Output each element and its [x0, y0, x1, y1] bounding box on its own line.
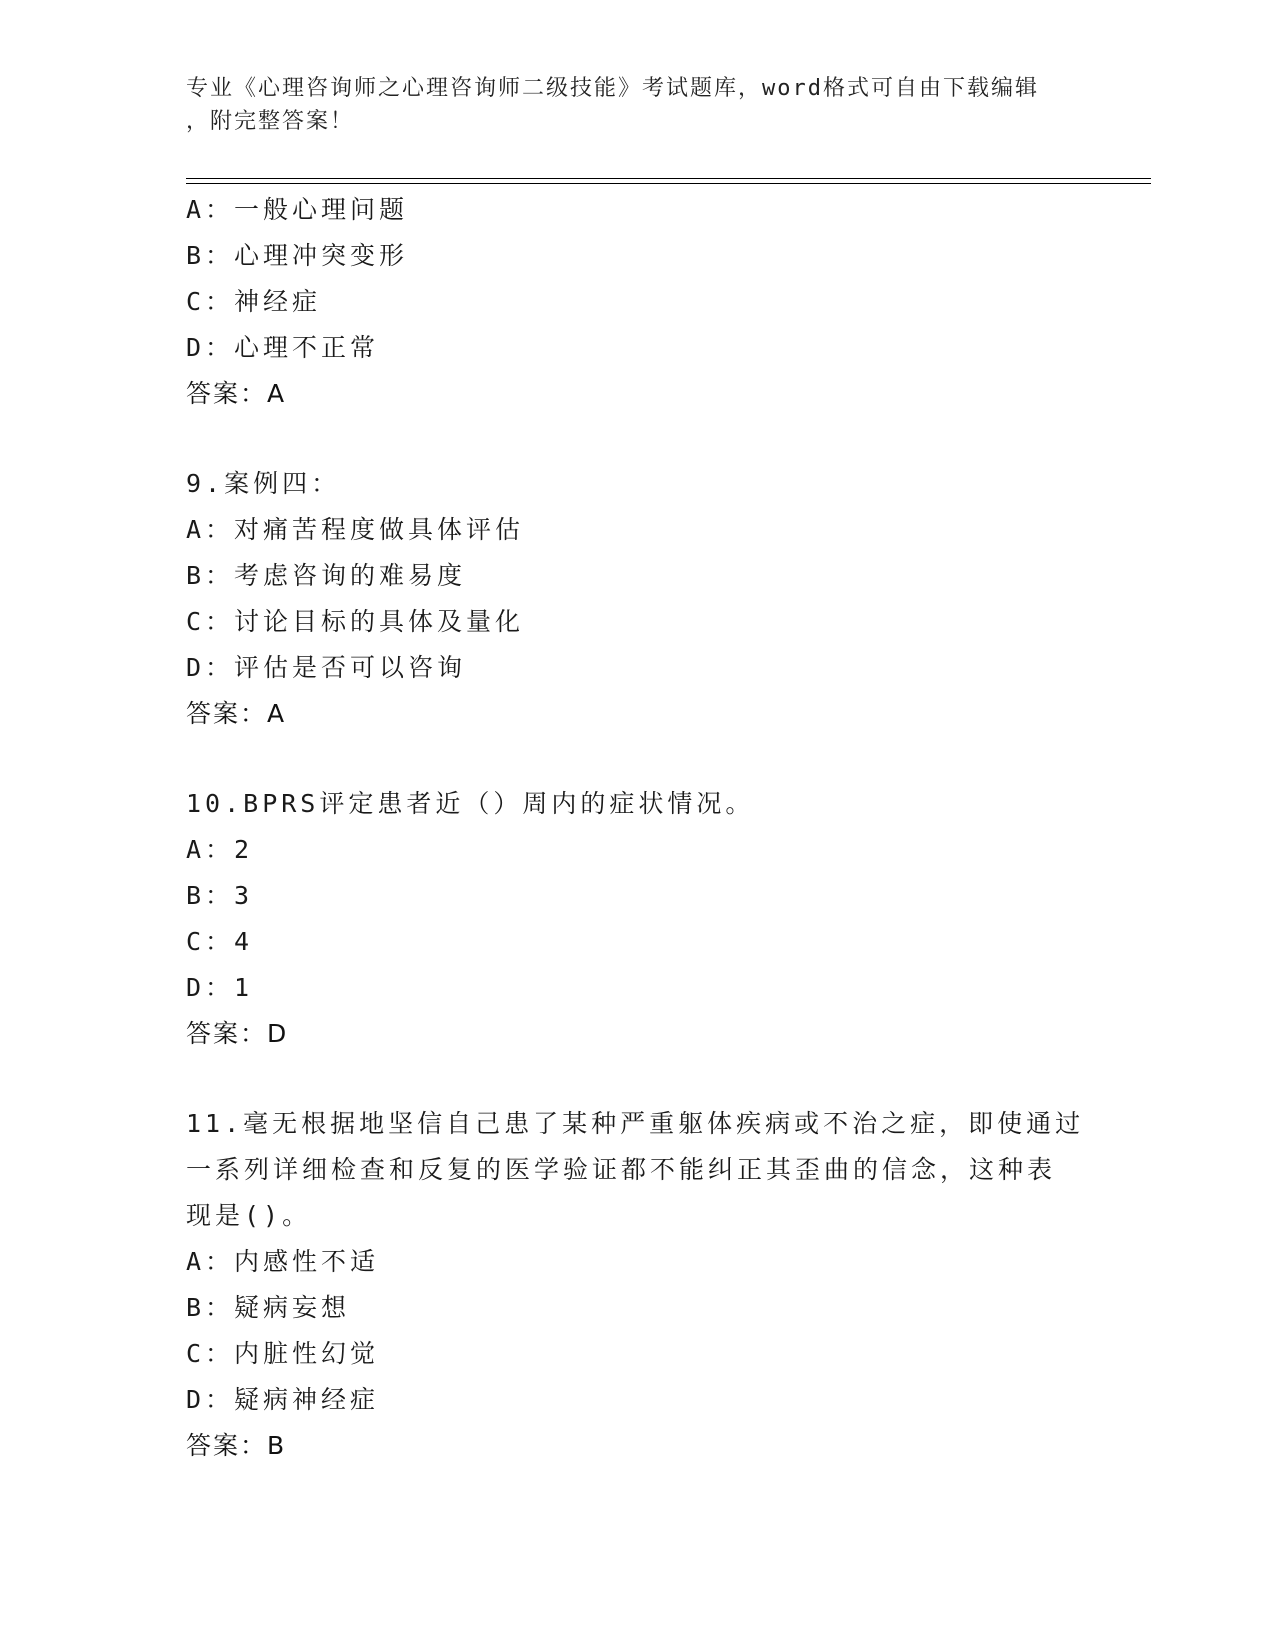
answer-line: 答案：B [186, 1431, 287, 1460]
question-block [186, 187, 1086, 417]
option-a: A：内感性不适 [186, 1247, 380, 1276]
option-b: B：疑病妄想 [186, 1293, 351, 1322]
option-d: D：心理不正常 [186, 333, 380, 362]
question-list [186, 187, 1086, 1469]
question-block [186, 781, 1086, 1057]
option-c: C：神经症 [186, 287, 322, 316]
document-header [186, 72, 1066, 138]
header-divider-bottom [186, 183, 1151, 184]
question-title-line-2: 一系列详细检查和反复的医学验证都不能纠正其歪曲的信念，这种表 [186, 1155, 1057, 1184]
answer-line: 答案：A [186, 699, 287, 728]
option-a: A：对痛苦程度做具体评估 [186, 515, 525, 544]
option-b: B：考虑咨询的难易度 [186, 561, 467, 590]
option-b: B：3 [186, 881, 254, 910]
question-title: 10.BPRS评定患者近（）周内的症状情况。 [186, 789, 755, 818]
option-d: D：评估是否可以咨询 [186, 653, 467, 682]
option-c: C：内脏性幻觉 [186, 1339, 380, 1368]
answer-line: 答案：A [186, 379, 287, 408]
question-block [186, 461, 1086, 737]
option-c: C：讨论目标的具体及量化 [186, 607, 525, 636]
spacer [186, 737, 1086, 781]
spacer [186, 1057, 1086, 1101]
spacer [186, 417, 1086, 461]
question-block [186, 1101, 1086, 1469]
option-c: C：4 [186, 927, 254, 956]
answer-line: 答案：D [186, 1019, 289, 1048]
header-divider-top [186, 178, 1151, 179]
question-title-line-1: 11.毫无根据地坚信自己患了某种严重躯体疾病或不治之症，即使通过 [186, 1109, 1085, 1138]
option-b: B：心理冲突变形 [186, 241, 409, 270]
question-title-line-3: 现是()。 [186, 1201, 312, 1230]
option-a: A：一般心理问题 [186, 195, 409, 224]
option-d: D：1 [186, 973, 254, 1002]
header-line-2: ，附完整答案！ [186, 109, 355, 134]
option-a: A：2 [186, 835, 254, 864]
header-line-1: 专业《心理咨询师之心理咨询师二级技能》考试题库，word格式可自由下载编辑 [186, 76, 1039, 101]
option-d: D：疑病神经症 [186, 1385, 380, 1414]
question-title: 9.案例四： [186, 469, 341, 498]
